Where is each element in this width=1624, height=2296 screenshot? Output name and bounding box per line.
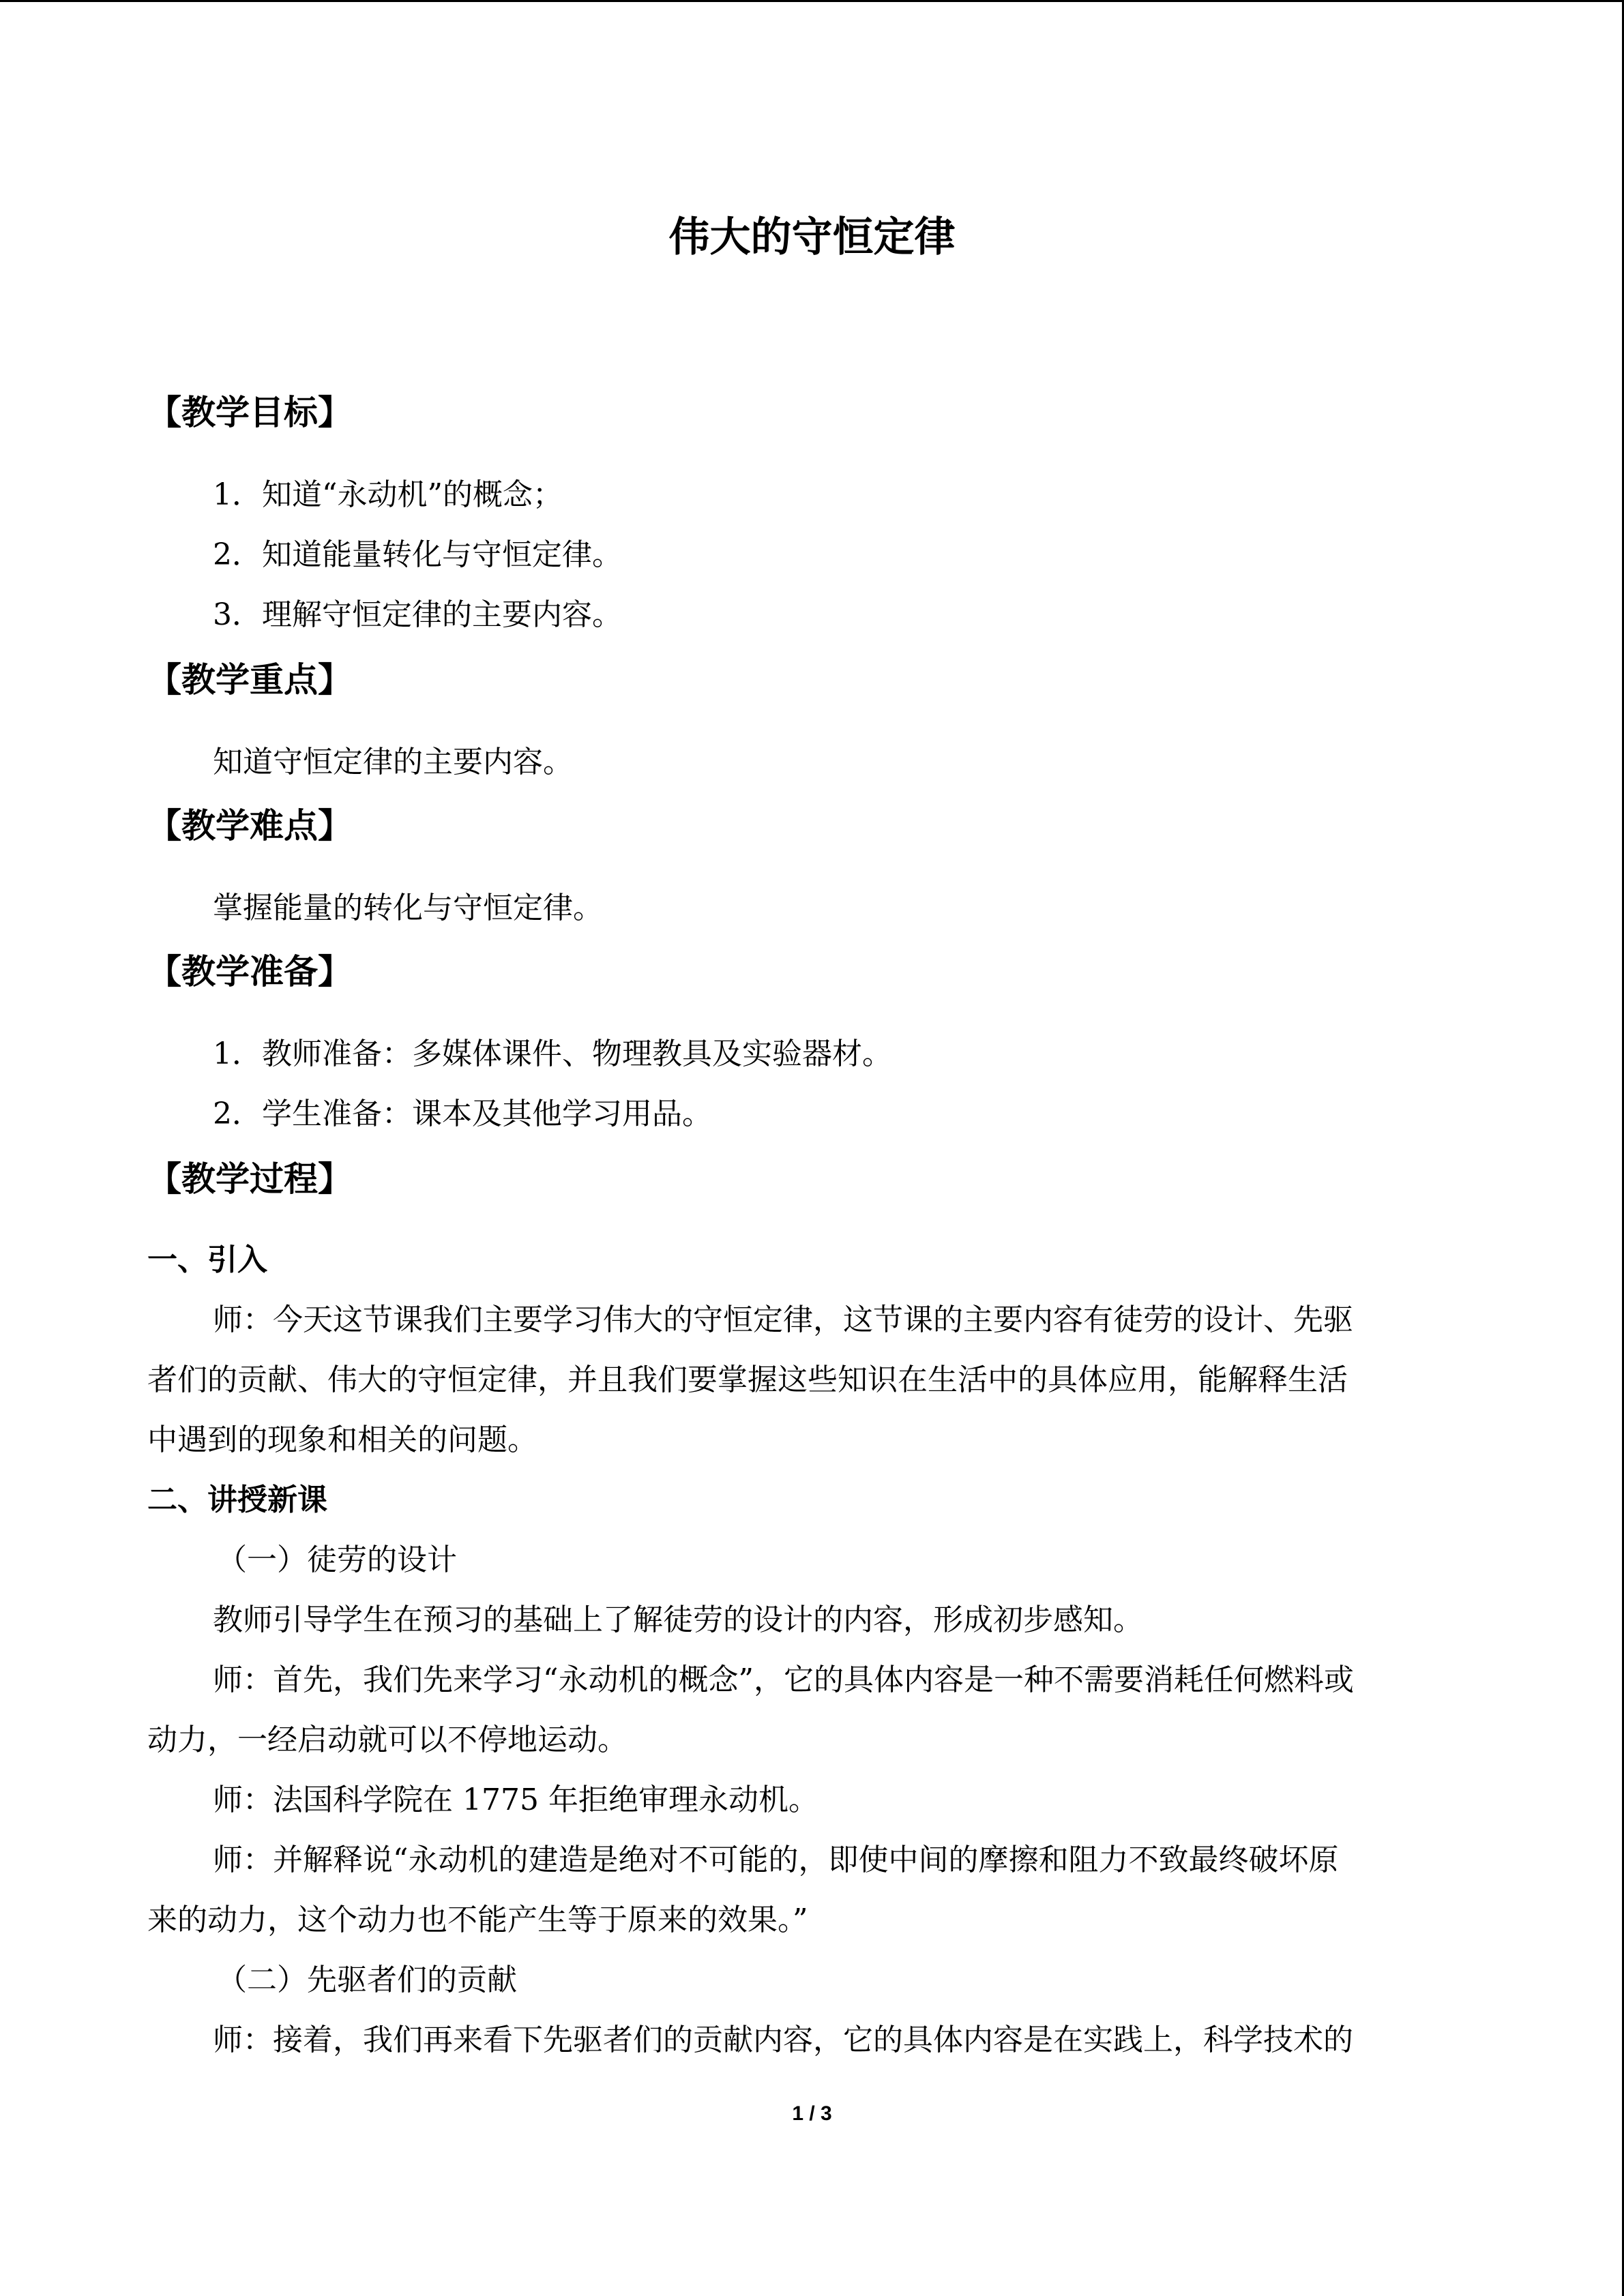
part1-line: 来的动力，这个动力也不能产生等于原来的效果。” xyxy=(147,1903,808,1937)
part1-line: 动力，一经启动就可以不停地运动。 xyxy=(147,1723,628,1757)
new-lesson-heading: 二、讲授新课 xyxy=(147,1482,327,1517)
section-heading-objectives: 【教学目标】 xyxy=(147,393,352,432)
part1-line: 师：并解释说“永动机的建造是绝对不可能的，即使中间的摩擦和阻力不致最终破坏原 xyxy=(213,1843,1339,1877)
objective-item: 3．理解守恒定律的主要内容。 xyxy=(213,597,622,632)
intro-line: 师：今天这节课我们主要学习伟大的守恒定律，这节课的主要内容有徒劳的设计、先驱 xyxy=(213,1302,1353,1337)
objective-item: 1．知道“永动机”的概念； xyxy=(213,477,563,512)
page-number: 1 / 3 xyxy=(792,2102,832,2125)
section-heading-key-points: 【教学重点】 xyxy=(147,660,352,700)
intro-line: 者们的贡献、伟大的守恒定律，并且我们要掌握这些知识在生活中的具体应用，能解释生活 xyxy=(147,1362,1348,1397)
difficulties-text: 掌握能量的转化与守恒定律。 xyxy=(213,891,603,925)
part1-line: 师：首先，我们先来学习“永动机的概念”，它的具体内容是一种不需要消耗任何燃料或 xyxy=(213,1663,1354,1697)
part2-heading: （二）先驱者们的贡献 xyxy=(217,1963,517,1997)
document-title: 伟大的守恒定律 xyxy=(668,213,956,261)
section-heading-process: 【教学过程】 xyxy=(147,1159,352,1199)
section-heading-preparation: 【教学准备】 xyxy=(147,952,352,992)
intro-heading: 一、引入 xyxy=(147,1242,267,1277)
part2-line: 师：接着，我们再来看下先驱者们的贡献内容，它的具体内容是在实践上，科学技术的 xyxy=(213,2023,1353,2057)
section-heading-difficulties: 【教学难点】 xyxy=(147,806,352,846)
part1-line: 教师引导学生在预习的基础上了解徒劳的设计的内容，形成初步感知。 xyxy=(213,1602,1143,1637)
objective-item: 2．知道能量转化与守恒定律。 xyxy=(213,537,622,572)
part1-heading: （一）徒劳的设计 xyxy=(217,1542,457,1577)
part1-line: 师：法国科学院在 1775 年拒绝审理永动机。 xyxy=(213,1783,818,1817)
intro-line: 中遇到的现象和相关的问题。 xyxy=(147,1422,537,1457)
preparation-item: 2．学生准备：课本及其他学习用品。 xyxy=(213,1097,712,1131)
preparation-item: 1．教师准备：多媒体课件、物理教具及实验器材。 xyxy=(213,1037,892,1071)
page-border-top xyxy=(0,0,1624,2)
key-points-text: 知道守恒定律的主要内容。 xyxy=(213,745,573,779)
